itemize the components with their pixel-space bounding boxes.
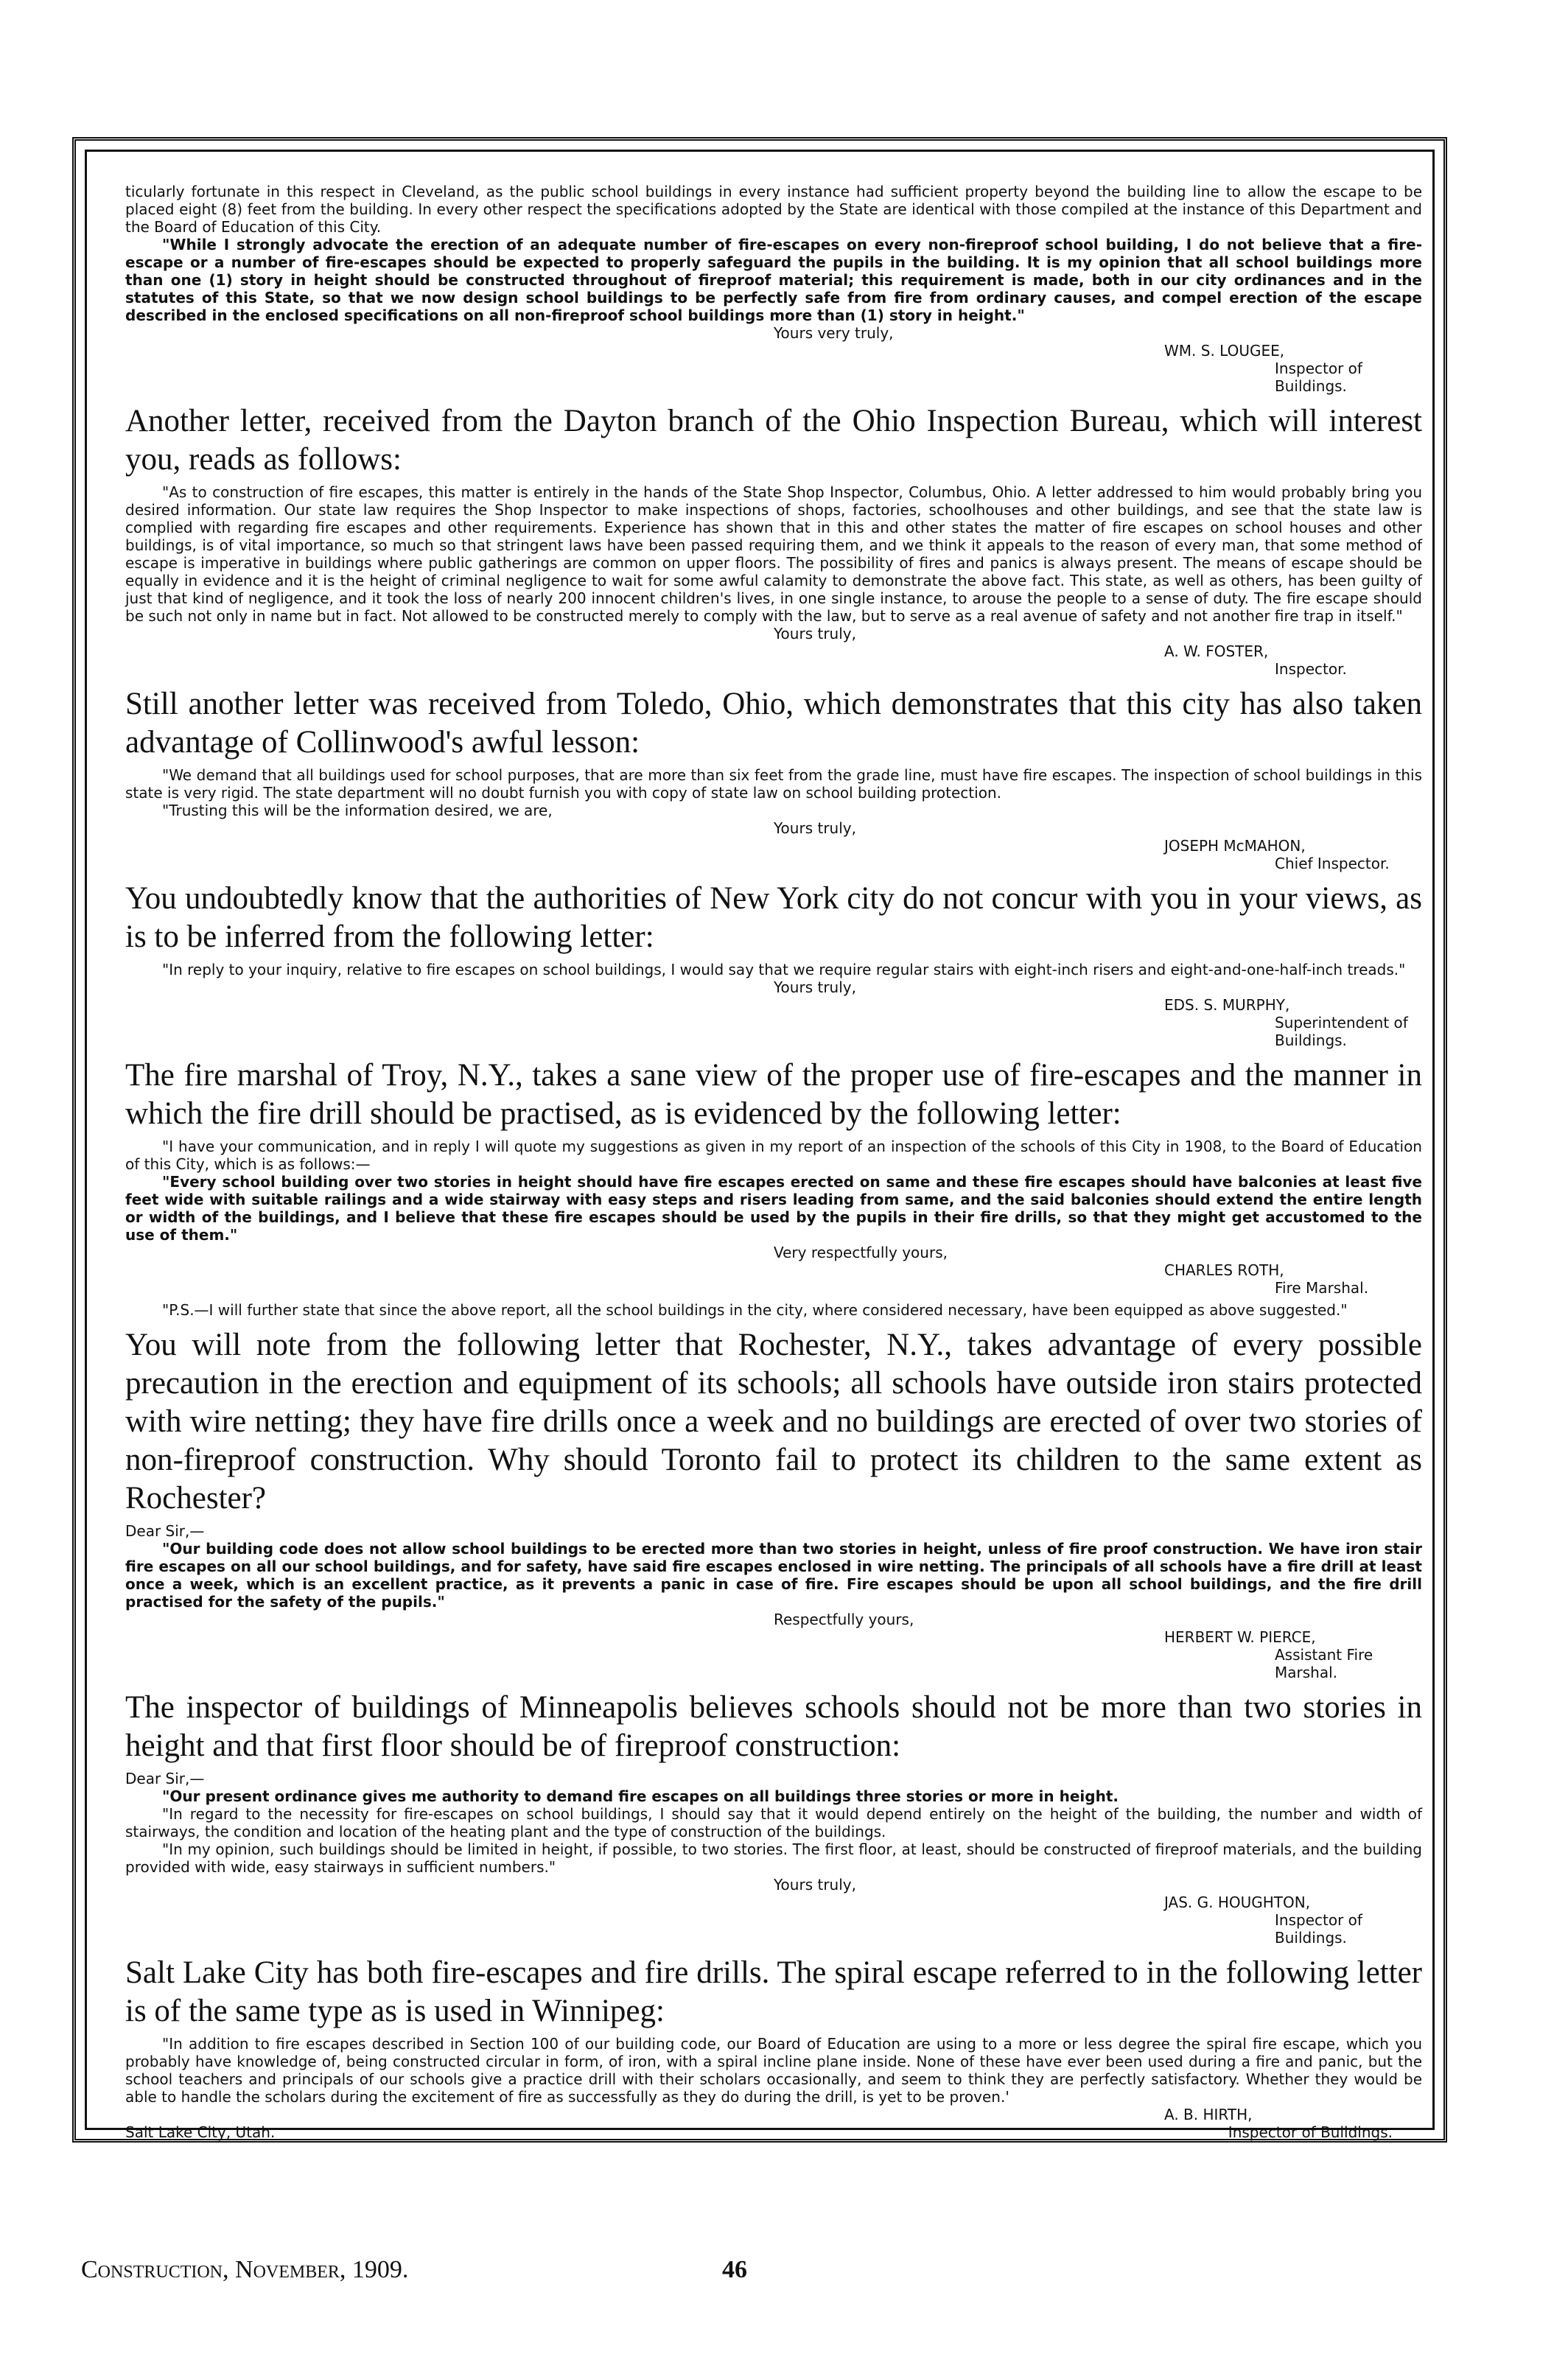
signer-title: Superintendent of Buildings. xyxy=(1275,1014,1408,1049)
section-heading: You undoubtedly know that the authorities of New York city do not concur with you in your views, as is to be inferred from the following letter: xyxy=(125,881,1422,954)
paragraph: "While I strongly advocate the erection of an adequate number of fire-escapes on every non-fireproof school building, I do not believe that a fire-escape or a number of fire-escapes should be expected to properly safeguard the pupils in the building. It is my opinion that all school buildings more than one (1) story in height should be constructed throughout of fireproof material; this requirement is made, both in our city ordinances and in the statutes of this State, so that we now design school buildings to be perfectly safe from fire from ordinary causes, and compel erection of the escape described in the enclosed specifications on all non-fireproof school buildings more than (1) story in height." xyxy=(125,236,1422,324)
salutation: Dear Sir,— xyxy=(125,1522,205,1540)
paragraph: "Our building code does not allow school buildings to be erected more than two stories in height, unless of fire proof construction. We have iron stair fire escapes on all our school buildings, and for safety, have said fire escapes enclosed in wire netting. The principals of all schools have a fire drill at least once a week, which is an excellent practice, as it prevents a panic in case of fire. Fire escapes should be upon all school buildings, and the fire drill practised for the safety of the pupils." xyxy=(125,1540,1422,1611)
paragraph: "Trusting this will be the information desired, we are, xyxy=(162,802,553,819)
signature: JAS. G. HOUGHTON, xyxy=(1164,1894,1311,1911)
signer-title: Chief Inspector. xyxy=(1275,855,1390,872)
signer-title: Assistant Fire Marshal. xyxy=(1275,1646,1373,1681)
paragraph: "In regard to the necessity for fire-escapes on school buildings, I should say that it would depend entirely on the height of the building, the number and width of stairways, the condition and location of the heating plant and the type of construction of the buildings. xyxy=(125,1805,1422,1840)
letter-minneapolis xyxy=(125,1689,1422,1947)
signature: A. B. HIRTH, xyxy=(1164,2106,1253,2123)
salutation: Dear Sir,— xyxy=(125,1770,205,1787)
paragraph: "Every school building over two stories in height should have fire escapes erected on same and these fire escapes should have balconies at least five feet wide with suitable railings and a wide stairway with easy steps and risers leading from same, and the said balconies should extend the entire length or width of the buildings, and I believe that these fire escapes should be used by the pupils in their fire drills, so that they might get accustomed to the use of them." xyxy=(125,1173,1422,1244)
page-content xyxy=(125,183,1422,2141)
section-heading: Still another letter was received from Toledo, Ohio, which demonstrates that this city has also taken advantage of Collinwood's awful lesson: xyxy=(125,687,1422,760)
signer-title: Inspector. xyxy=(1275,660,1347,678)
letter-cleveland xyxy=(125,183,1422,395)
footer-publication: Construction, November, 1909. xyxy=(81,2256,409,2283)
signature: JOSEPH McMAHON, xyxy=(1164,837,1306,855)
section-heading: Salt Lake City has both fire-escapes and fire drills. The spiral escape referred to in the following letter is of the same type as is used in Winnipeg: xyxy=(125,1955,1422,2028)
paragraph: "In my opinion, such buildings should be limited in height, if possible, to two stories. The first floor, at least, should be constructed of fireproof materials, and the building provided with wide, easy stairways in sufficient numbers." xyxy=(125,1840,1422,1876)
section-heading: You will note from the following letter that Rochester, N.Y., takes advantage of every possible precaution in the erection and equipment of its schools; all schools have outside iron stairs protected with wire netting; they have fire drills once a week and no buildings are erected of over two stories of non-fireproof construction. Why should Toronto fail to protect its children to the same extent as Rochester? xyxy=(125,1328,1422,1516)
letter-dayton xyxy=(125,402,1422,678)
complimentary-close: Yours truly, xyxy=(774,978,856,996)
postscript: "P.S.—I will further state that since the above report, all the school buildings in the city, where considered necessary, have been equipped as above suggested." xyxy=(162,1301,1348,1319)
complimentary-close: Yours truly, xyxy=(774,819,856,837)
complimentary-close: Yours very truly, xyxy=(774,324,894,342)
paragraph: "Our present ordinance gives me authority to demand fire escapes on all buildings three stories or more in height. xyxy=(162,1787,1119,1805)
signature: A. W. FOSTER, xyxy=(1164,642,1269,660)
letter-rochester xyxy=(125,1326,1422,1681)
place-and-title-row xyxy=(125,2123,1422,2141)
paragraph: "In reply to your inquiry, relative to fire escapes on school buildings, I would say that we require regular stairs with eight-inch risers and eight-and-one-half-inch treads." xyxy=(162,961,1406,978)
section-heading: The fire marshal of Troy, N.Y., takes a sane view of the proper use of fire-escapes and the manner in which the fire drill should be practised, as is evidenced by the following letter: xyxy=(125,1058,1422,1131)
signature: WM. S. LOUGEE, xyxy=(1164,342,1285,360)
signer-title: Inspector of Buildings. xyxy=(1275,1911,1362,1947)
place: Salt Lake City, Utah. xyxy=(125,2123,276,2141)
signature: CHARLES ROTH, xyxy=(1164,1261,1284,1279)
page-number: 46 xyxy=(722,2256,747,2283)
paragraph: "We demand that all buildings used for school purposes, that are more than six feet from the grade line, must have fire escapes. The inspection of school buildings in this state is very rigid. The state department will no doubt furnish you with copy of state law on school building protection. xyxy=(125,766,1422,802)
complimentary-close: Very respectfully yours, xyxy=(774,1244,948,1261)
paragraph: "As to construction of fire escapes, this matter is entirely in the hands of the State Shop Inspector, Columbus, Ohio. A letter addressed to him would probably bring you desired information. Our state law requires the Shop Inspector to make inspections of shops, factories, schoolhouses and other buildings, and see that the state law is complied with regarding fire escapes and other requirements. Experience has shown that in this and other states the matter of fire escapes on school houses and other buildings, is of vital importance, so much so that stringent laws have been passed requiring them, and we think it appeals to the reason of every man, that some method of escape is imperative in buildings where public gatherings are common on upper floors. The possibility of fires and panics is always present. The means of escape should be equally in evidence and it is the height of criminal negligence to wait for some awful calamity to demonstrate the above fact. This state, as well as others, has been guilty of just that kind of negligence, and it took the loss of nearly 200 innocent children's lives, in one single instance, to arouse the people to a sense of duty. The fire escape should be such not only in name but in fact. Not allowed to be constructed merely to comply with the law, but to serve as a real avenue of safety and not another fire trap in itself." xyxy=(125,483,1422,625)
letter-new-york xyxy=(125,880,1422,1049)
paragraph: ticularly fortunate in this respect in Cleveland, as the public school buildings in every instance had sufficient property beyond the building line to allow the escape to be placed eight (8) feet from the building. In every other respect the specifications adopted by the State are identical with those compiled at the instance of this Department and the Board of Education of this City. xyxy=(125,183,1422,236)
signature: EDS. S. MURPHY, xyxy=(1164,996,1290,1014)
complimentary-close: Respectfully yours, xyxy=(774,1611,914,1628)
signer-title: Fire Marshal. xyxy=(1275,1279,1369,1297)
section-heading: The inspector of buildings of Minneapolis believes schools should not be more than two stories in height and that first floor should be of fireproof construction: xyxy=(125,1690,1422,1763)
section-heading: Another letter, received from the Dayton branch of the Ohio Inspection Bureau, which will interest you, reads as follows: xyxy=(125,404,1422,477)
signer-title: Inspector of Buildings. xyxy=(1275,360,1362,395)
complimentary-close: Yours truly, xyxy=(774,1876,856,1894)
paragraph: "I have your communication, and in reply I will quote my suggestions as given in my report of an inspection of the schools of this City in 1908, to the Board of Education of this City, which is as follows:— xyxy=(125,1138,1422,1173)
paragraph: "In addition to fire escapes described in Section 100 of our building code, our Board of Education are using to a more or less degree the spiral fire escape, which you probably have knowledge of, being constructed circular in form, of iron, with a spiral incline plane inside. None of these have ever been used during a fire and panic, but the school teachers and principals of our schools give a practice drill with their scholars occasionally, and seem to think they are perfectly satisfactory. Whether they would be able to handle the scholars during the excitement of fire as successfully as they do during the drill, is yet to be proven.' xyxy=(125,2035,1422,2106)
signature: HERBERT W. PIERCE, xyxy=(1164,1628,1316,1646)
letter-toledo xyxy=(125,685,1422,872)
letter-troy xyxy=(125,1057,1422,1319)
signer-title: Inspector of Buildings. xyxy=(1228,2123,1393,2141)
complimentary-close: Yours truly, xyxy=(774,625,856,642)
letter-salt-lake-city xyxy=(125,1954,1422,2141)
